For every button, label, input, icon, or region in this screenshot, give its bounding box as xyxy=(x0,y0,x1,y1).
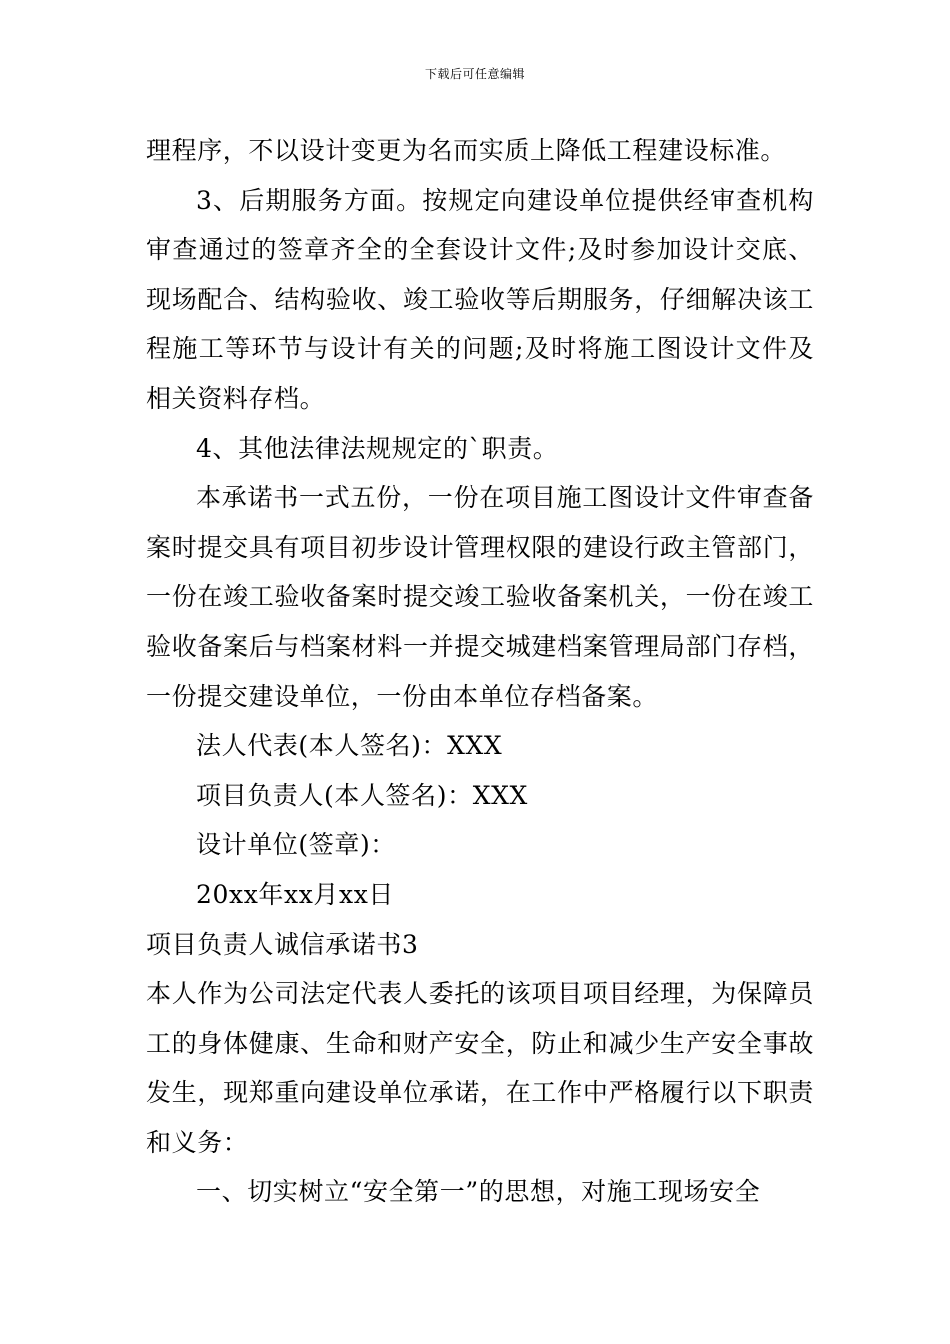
paragraph-intro: 本人作为公司法定代表人委托的该项目项目经理，为保障员工的身体健康、生命和财产安全，防止和减少生产安全事故发生，现郑重向建设单位承诺，在工作中严格履行以下职责和义务： xyxy=(146,979,814,1157)
signature-project-lead: 项目负责人(本人签名)：XXX xyxy=(196,780,528,810)
paragraph-item-3: 3、后期服务方面。按规定向建设单位提供经审查机构审查通过的签章齐全的全套设计文件;及时参加设计交底、现场配合、结构验收、竣工验收等后期服务，仔细解决该工程施工等环节与设计有关的问题;及时将施工图设计文件及相关资料存档。 xyxy=(146,185,814,413)
signature-design-unit: 设计单位(签章)： xyxy=(196,830,396,860)
section-title: 项目负责人诚信承诺书3 xyxy=(146,929,419,959)
paragraph-copies: 本承诺书一式五份，一份在项目施工图设计文件审查备案时提交具有项目初步设计管理权限的建设行政主管部门，一份在竣工验收备案时提交竣工验收备案机关，一份在竣工验收备案后与档案材料一并提交城建档案管理局部门存档，一份提交建设单位，一份由本单位存档备案。 xyxy=(146,483,814,711)
paragraph-item-4: 4、其他法律法规规定的`职责。 xyxy=(196,433,559,463)
document-body xyxy=(146,126,814,1217)
page-header-note: 下载后可任意编辑 xyxy=(424,67,525,81)
signature-legal-rep: 法人代表(本人签名)：XXX xyxy=(196,731,503,761)
paragraph-point-1: 一、切实树立“安全第一”的思想，对施工现场安全 xyxy=(196,1177,761,1207)
signature-date: 20xx年xx月xx日 xyxy=(196,879,395,909)
paragraph-continuation: 理程序，不以设计变更为名而实质上降低工程建设标准。 xyxy=(146,136,787,165)
